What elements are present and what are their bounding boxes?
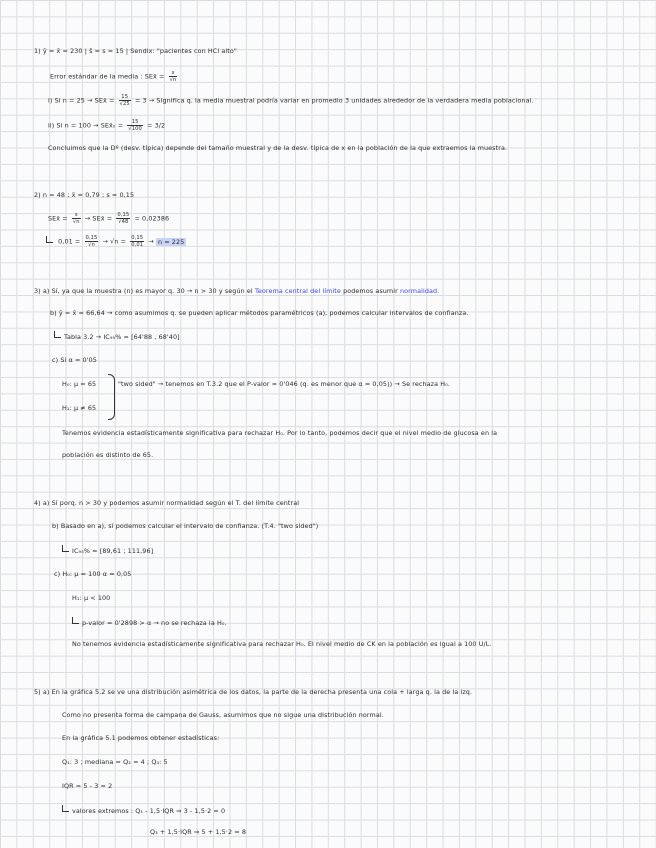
blue-term-theorem: Teorema central del límite <box>254 287 341 295</box>
q3-h1: H₁: μ ≠ 65 <box>62 404 97 412</box>
q5-line5: IQR = 5 - 3 = 2 <box>62 782 113 790</box>
q3-line7: Tenemos evidencia estadísticamente significativa para rechazar H₀. Por lo tanto, podemos decir que el nivel medio de glucosa en la <box>62 429 498 437</box>
q4-line7: No tenemos evidencia estadísticamente significativa para rechazar H₀. El nivel medio de CK en la población es igual a 100 U/L. <box>72 640 492 648</box>
blue-term-normality: normalidad. <box>400 287 440 295</box>
arrow-hook-icon <box>62 805 69 812</box>
q4-line1: 4) a) Sí porq. n > 30 y podemos asumir normalidad según el T. del límite central <box>34 499 300 507</box>
arrow-hook-icon <box>72 617 79 624</box>
q1-line4: ii) Si n = 100 → SEx̄₀ = $\frac{15}{√100}$ = 3/2 <box>48 119 166 132</box>
q1-line1: 1) ȳ = x̄ = 230 | ŝ = s = 15 | Sendix: "pacientes con HCl alto" <box>34 47 237 55</box>
q5-line3: En la gráfica 5.1 podemos obtener estadísticas: <box>62 734 220 742</box>
arrow-hook-icon <box>62 545 69 552</box>
q2-line2: SEx̄ = $\frac{s}{√n}$ → SEx̄ = $\frac{0,15}{√48}$ = 0,02386 <box>48 212 170 225</box>
q5-line6: valores extremos : Q₁ - 1,5·IQR ⇒ 3 - 1,5·2 = 0 <box>62 805 225 815</box>
q5-line4: Q₁: 3 ; mediana = Q₂ = 4 ; Q₃: 5 <box>62 758 168 766</box>
q2-line3: 0,01 = $\frac{0,15}{√n}$ → √n = $\frac{0,15}{0,01}$ → n = 225 <box>46 235 186 248</box>
q5-line1: 5) a) En la gráfica 5.2 se ve una distribución asimétrica de los datos, la parte de la derecha presenta una cola + larga q. la de la izq. <box>34 688 473 696</box>
q3-line8: población es distinto de 65. <box>62 451 154 459</box>
q3-line5-post: "two sided" → tenemos en T.3.2 que el P-valor = 0'046 (q. es menor que α = 0,05)) → Se rechaza H₀. <box>118 380 450 388</box>
q4-line5: H₁: μ < 100 <box>72 594 111 602</box>
arrow-hook-icon <box>46 236 53 243</box>
brace-shape <box>108 374 115 420</box>
q4-line4: c) H₀: μ = 100 α = 0,05 <box>54 570 132 578</box>
arrow-hook-icon <box>54 331 61 338</box>
q5-line2: Como no presenta forma de campana de Gauss, asumimos que no sigue una distribución normal. <box>62 711 384 719</box>
q4-line3: IC₉₅% = [89,61 ; 111,96] <box>62 545 153 555</box>
q2-line1: 2) n = 48 ; x̄ = 0,79 ; s = 0,15 <box>34 191 135 199</box>
q1-conclusion: Concluimos que la Dº (desv. típica) depende del tamaño muestral y de la desv. típica de x en la población de la que extraemos la muestra. <box>48 144 508 152</box>
q5-line7: Q₃ + 1,5·IQR ⇒ 5 + 1,5·2 = 8 <box>150 828 247 836</box>
q1-line2: Error estándar de la media : SEx̄ = $\frac{s}{√n}$ <box>50 70 177 83</box>
q4-line2: b) Basado en a), sí podemos calcular el intervalo de confianza. (T.4. "two sided") <box>52 522 319 530</box>
q3-line1: 3) a) Sí, ya que la muestra (n) es mayor q. 30 → n > 30 y según el Teorema central del límite podemos asumir normalidad. <box>34 287 440 295</box>
q3-line4: c) Si α = 0'05 <box>52 356 97 364</box>
q3-line2: b) ȳ = x̄ = 66,64 → como asumimos q. se pueden aplicar métodos paramétricos (a), podemos calcular intervalos de confianza. <box>50 309 469 317</box>
q1-line3: i) Si n = 25 → SEx̄ = $\frac{15}{√25}$ = 3 → Significa q. la media muestral podría variar en promedio 3 unidades alrededor de la verdadera media poblacional. <box>48 94 534 107</box>
q3-h0: H₀: μ = 65 <box>62 380 97 388</box>
q3-line3: Tabla 3.2 → IC₉₅% = [64'88 , 68'40] <box>54 331 180 341</box>
highlighted-result: n = 225 <box>157 237 185 246</box>
q4-line6: p-valor = 0'2898 > α → no se rechaza la H₀. <box>72 617 227 627</box>
